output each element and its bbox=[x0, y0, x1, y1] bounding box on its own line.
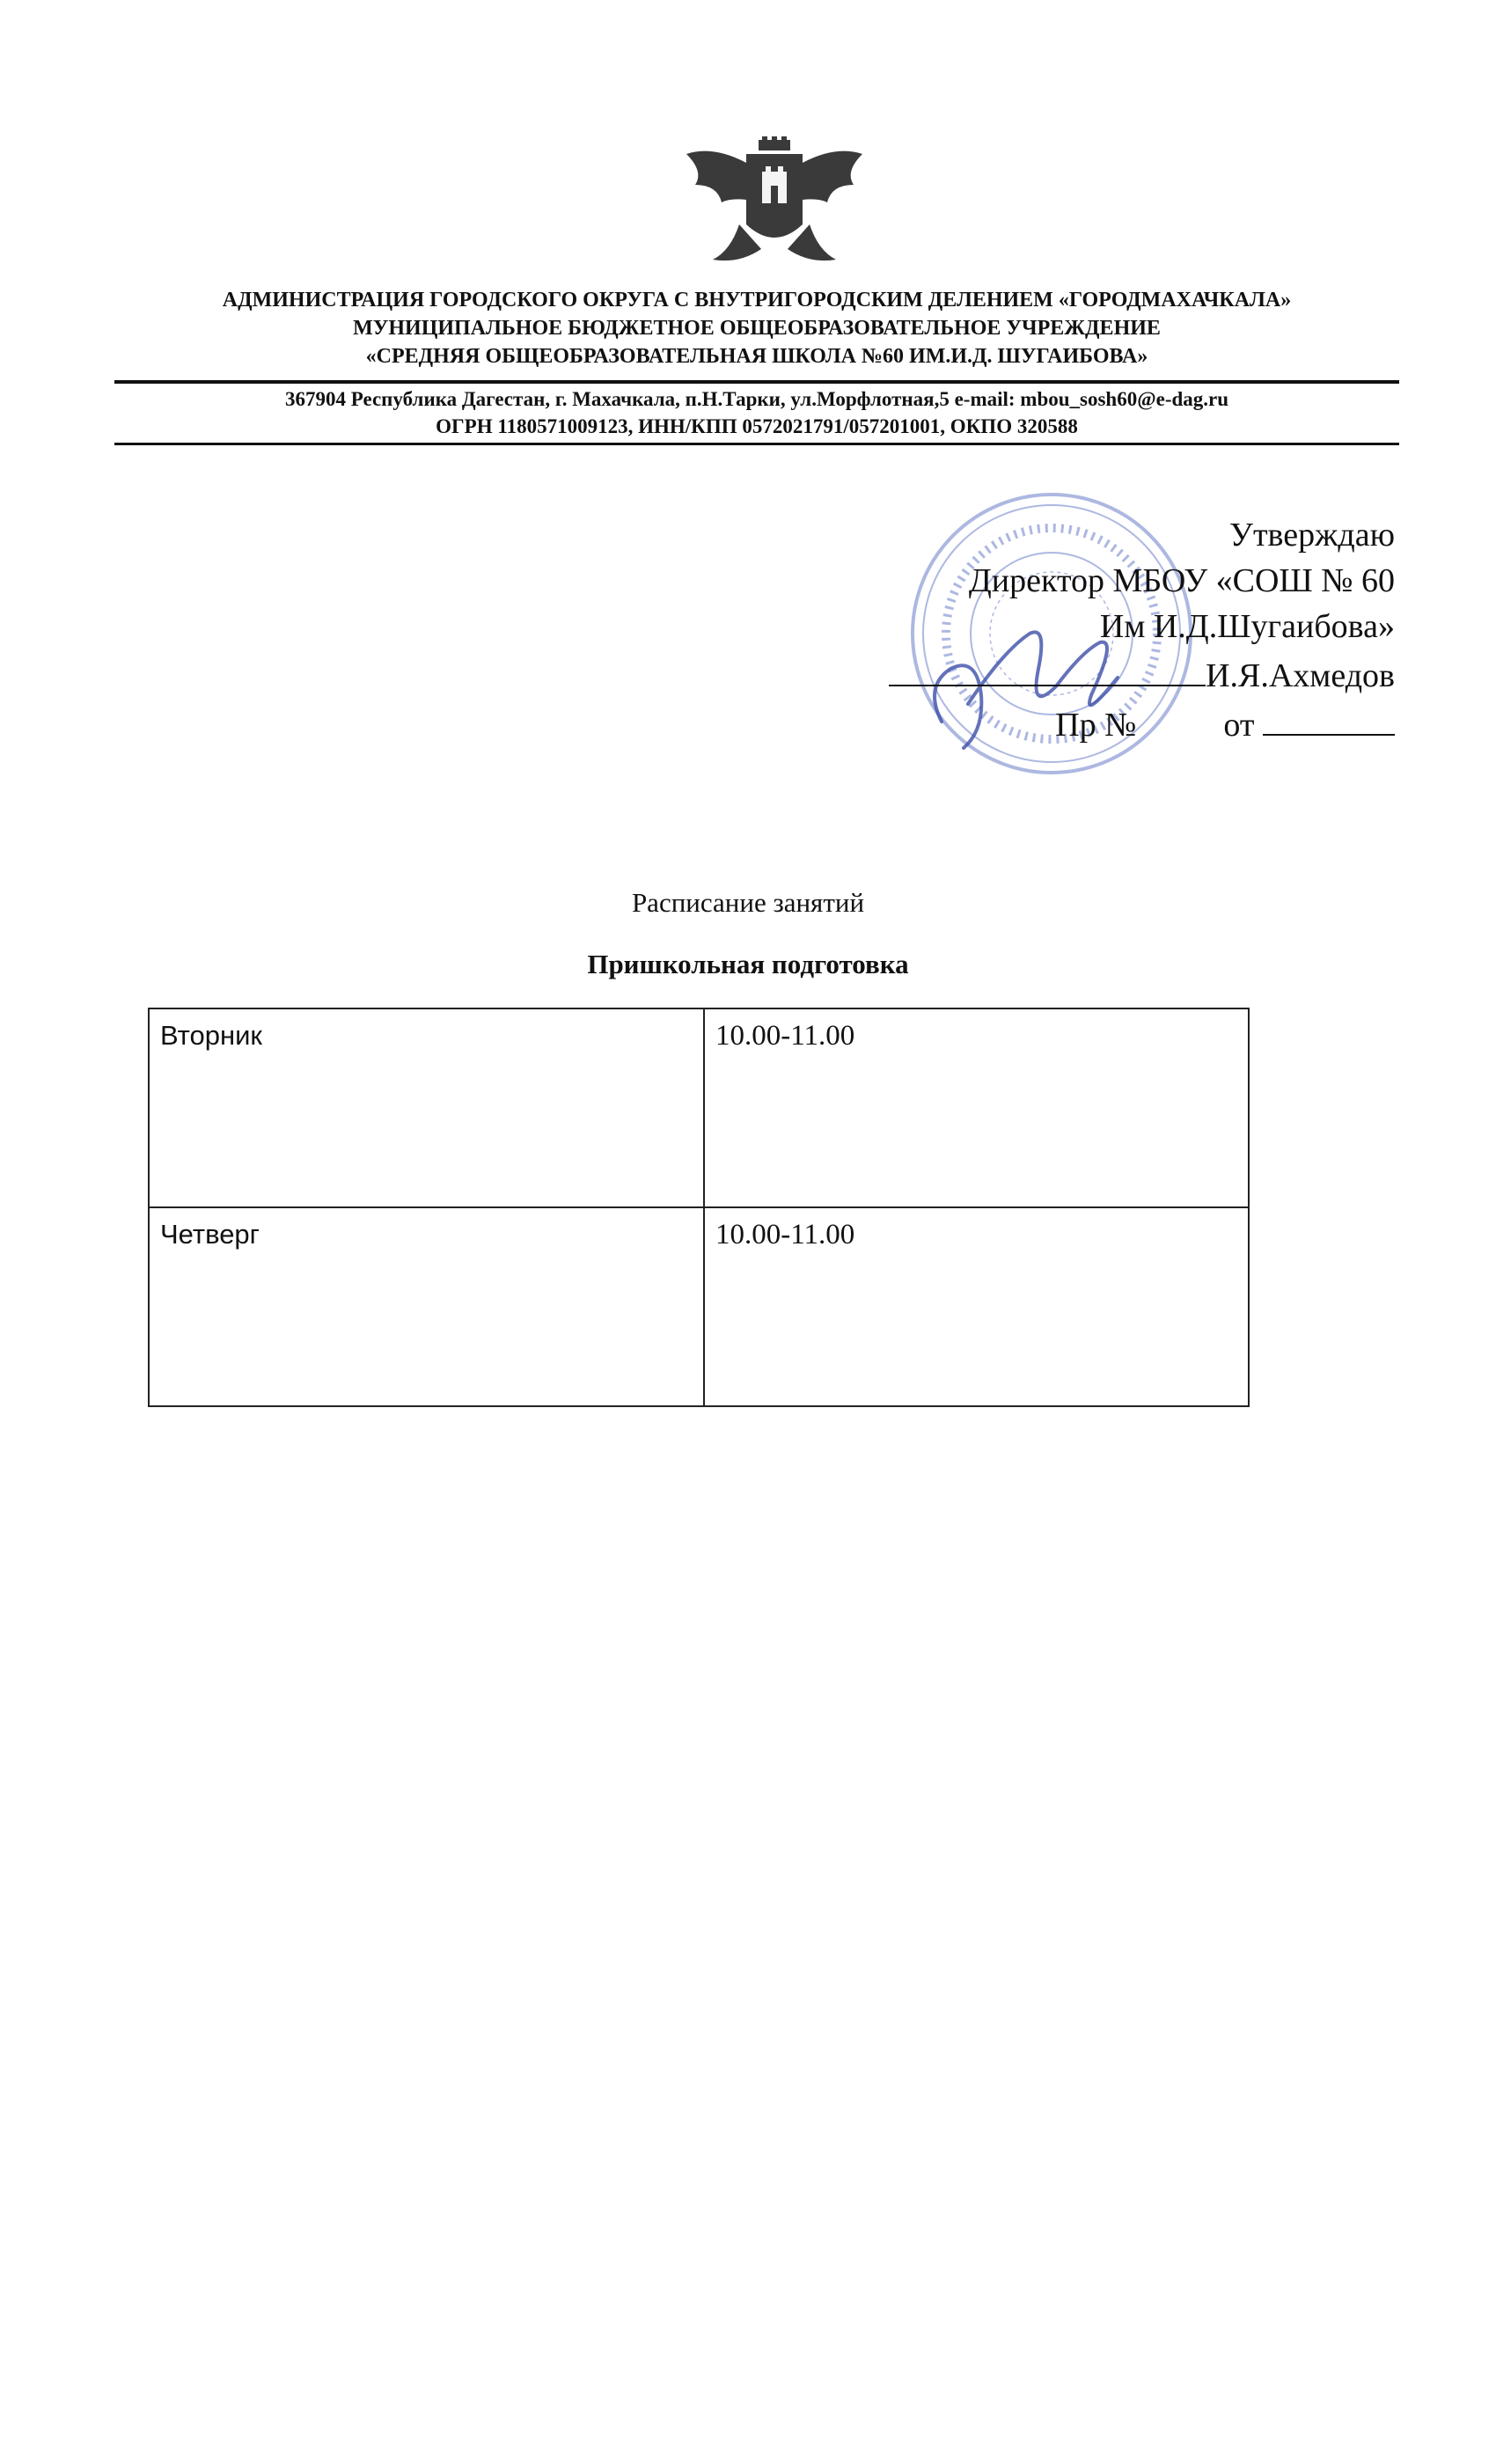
address-block bbox=[114, 385, 1399, 440]
schedule-time-cell: 10.00-11.00 bbox=[704, 1008, 1249, 1207]
header-line-school-name: «СРЕДНЯЯ ОБЩЕОБРАЗОВАТЕЛЬНАЯ ШКОЛА №60 ИМ.И.Д. ШУГАИБОВА» bbox=[365, 345, 1148, 368]
schedule-day-cell: Вторник bbox=[149, 1008, 704, 1207]
schedule-table bbox=[148, 1008, 1250, 1407]
order-date-blank bbox=[1263, 699, 1395, 736]
approval-block bbox=[779, 512, 1395, 748]
approval-signature-line bbox=[779, 649, 1395, 699]
approval-heading: Утверждаю bbox=[1229, 517, 1395, 554]
schedule-day-cell: Четверг bbox=[149, 1207, 704, 1406]
approval-director-title: Директор МБОУ «СОШ № 60 bbox=[968, 562, 1395, 599]
approval-signer-name: И.Я.Ахмедов bbox=[1206, 657, 1395, 694]
header-divider-bottom bbox=[114, 443, 1399, 445]
table-row bbox=[149, 1008, 1249, 1207]
table-row bbox=[149, 1207, 1249, 1406]
approval-school-name: Им И.Д.Шугаибова» bbox=[1099, 608, 1395, 645]
coat-of-arms-icon bbox=[678, 136, 871, 268]
address-line: 367904 Республика Дагестан, г. Махачкала, п.Н.Тарки, ул.Морфлотная,5 e-mail: mbou_sosh60@e-dag.ru bbox=[284, 388, 1229, 410]
signature-blank bbox=[889, 649, 1206, 686]
document-subtitle: Пришкольная подготовка bbox=[587, 949, 909, 979]
header-line-administration: АДМИНИСТРАЦИЯ ГОРОДСКОГО ОКРУГА С ВНУТРИГОРОДСКИМ ДЕЛЕНИЕМ «ГОРОДМАХАЧКАЛА» bbox=[222, 289, 1292, 312]
order-date-label: от bbox=[1223, 707, 1255, 744]
registration-codes: ОГРН 1180571009123, ИНН/КПП 0572021791/057201001, ОКПО 320588 bbox=[436, 415, 1078, 437]
approval-order-line bbox=[779, 699, 1395, 748]
header-line-institution-type: МУНИЦИПАЛЬНОЕ БЮДЖЕТНОЕ ОБЩЕОБРАЗОВАТЕЛЬНОЕ УЧРЕЖДЕНИЕ bbox=[353, 317, 1161, 340]
schedule-time-cell: 10.00-11.00 bbox=[704, 1207, 1249, 1406]
header-divider-top bbox=[114, 380, 1399, 384]
organization-header bbox=[114, 286, 1399, 370]
document-title: Расписание занятий bbox=[631, 887, 865, 918]
order-number-label: Пр № bbox=[1055, 707, 1137, 744]
